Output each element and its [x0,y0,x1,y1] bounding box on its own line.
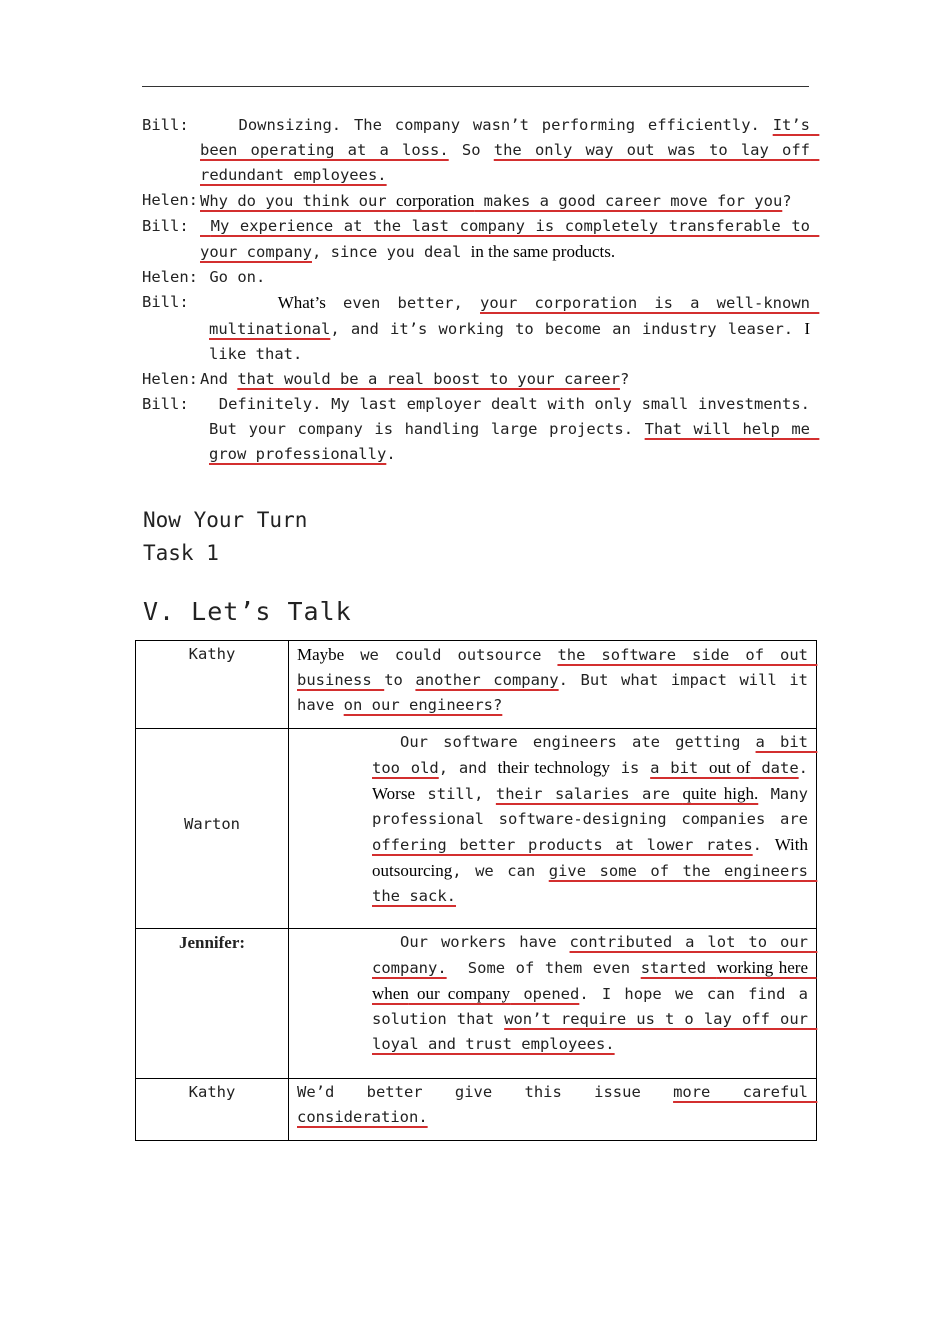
text-run: Worse [372,784,416,803]
underlined-answer: a bit too old [372,733,818,777]
text-run: their technology [497,758,610,777]
speech-text [297,930,818,1057]
speaker-cell: Kathy [136,641,289,729]
dialogue-text [200,214,820,265]
dialogue-line [142,265,810,290]
speech-cell [289,1079,817,1141]
underlined-answer: That will help me grow professionally [209,420,820,463]
dialogue-line [142,188,810,214]
speech-text [297,1080,818,1130]
dialogue-line [142,113,820,188]
underlined-answer: their salaries are [495,785,683,803]
dialogue-line [142,367,810,392]
underlined-answer: give some of the engineers the sack. [372,862,818,905]
text-run: Our workers have [400,933,570,951]
text-run: even better, [325,294,481,312]
underlined-answer: the software side of out business [297,646,818,689]
dialogue-line [142,392,820,467]
text-run: Our software engineers ate getting [400,733,756,751]
speaker-label: Helen: [142,191,198,209]
text-run: I [804,319,810,338]
table-row [136,641,817,729]
speaker-label: Helen: [142,370,198,388]
text-run: Some of them even [446,959,641,977]
speaker-cell: Warton [136,729,289,929]
text-run: Maybe [297,645,345,664]
section-title: V. Let’s Talk [143,597,352,626]
text-run: like that. [209,320,820,363]
underlined-answer: opened [510,985,580,1003]
underlined-answer: My experience at the last company is completely transferable to your company [200,217,820,261]
text-run: Definitely. My last employer dealt with only small investments. But your company is handling large projects. [209,395,820,438]
speech-cell [289,729,817,929]
text-run: . [798,759,818,777]
text-run: And [200,370,238,388]
text-run: Downsizing. The company wasn’t performing efficiently. [200,116,773,134]
task-heading: Task 1 [143,541,219,565]
dialogue-text [200,265,810,290]
speaker-label: Bill: [142,217,189,235]
dialogue-text [200,367,810,392]
underlined-answer: our company [408,984,511,1003]
underlined-answer: another company [415,671,559,689]
header-rule [142,86,809,87]
underlined-answer: Why do you think our [200,192,396,210]
text-run: we could outsource [344,646,558,664]
text-run: ? [619,370,630,388]
speaker-label: Helen: [142,268,198,286]
underlined-answer: a bit [650,759,709,777]
underlined-answer: out of [709,758,751,777]
text-run: , and [438,759,498,777]
speaker-cell: Kathy [136,1079,289,1141]
dialogue-text [209,392,820,467]
table-row [136,1079,817,1141]
underlined-answer: won’t require us t o lay off our loyal and trust employees. [372,1010,818,1053]
underlined-answer: It’s been operating at a loss. [200,116,820,159]
text-run: So [448,141,494,159]
underlined-answer: makes a good career move for you [474,192,783,210]
underlined-answer: on our engineers? [343,696,503,714]
underlined-answer: corporation [395,191,475,210]
text-run: still, [415,785,496,803]
underlined-answer: started [640,959,717,977]
now-your-turn-heading: Now Your Turn [143,508,308,532]
text-run: , since you deal [311,243,471,261]
underlined-answer: more careful consideration. [297,1083,818,1126]
text-run: . I hope we can find a solution that [372,985,818,1028]
underlined-answer: that would be a real boost to your career [237,370,620,388]
underlined-answer: your corporation is a well-known multinational [209,294,820,338]
text-run: What’s [277,293,326,312]
underlined-answer: offering better products at lower rates [372,836,753,854]
underlined-answer: the only way out was to lay off redundant employees. [200,141,820,184]
text-run: . But what impact will it have [297,671,818,714]
text-run: . [386,445,396,463]
text-run: . [752,836,775,854]
speech-cell [289,641,817,729]
text-run: With outsourcing [372,835,813,880]
underlined-answer: contributed a lot to our company. [372,933,818,977]
dialogue-section [142,113,820,467]
text-run: Go on. [200,268,266,286]
text-run: in the same products. [470,242,616,261]
dialogue-text [200,188,810,214]
dialogue-line [142,290,820,367]
dialogue-text [209,290,820,367]
lets-talk-table [135,640,817,1141]
speech-text [297,642,818,718]
table-row [136,729,817,929]
speaker-cell: Jennifer: [136,929,289,1079]
underlined-answer: quite high. [682,784,759,803]
speaker-label: Bill: [142,293,189,311]
speech-text [297,730,818,909]
underlined-answer: working here when [372,958,817,1003]
table-row [136,929,817,1079]
text-run: to [384,671,416,689]
text-run: Many professional software-designing companies are [372,785,818,828]
text-run: , we can [452,862,549,880]
text-run: We’d better give this issue [297,1083,674,1101]
text-run: , and it’s working to become an industry leaser. [330,320,805,338]
dialogue-text [200,113,820,188]
dialogue-line [142,214,820,265]
text-run [209,294,278,312]
speaker-label: Bill: [142,116,189,134]
text-run: is [609,759,651,777]
speaker-label: Bill: [142,395,189,413]
speech-cell [289,929,817,1079]
underlined-answer: date [750,759,799,777]
text-run: ? [782,192,792,210]
